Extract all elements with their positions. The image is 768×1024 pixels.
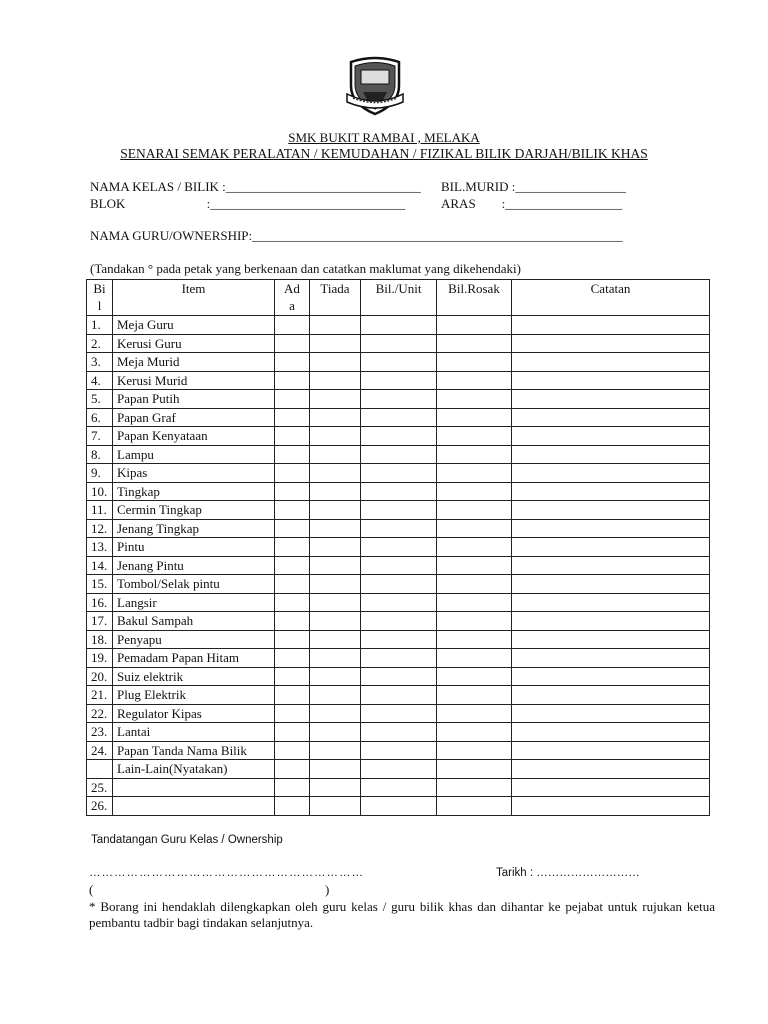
catatan-cell[interactable] xyxy=(512,797,710,816)
table-row xyxy=(87,667,710,686)
catatan-cell[interactable] xyxy=(512,464,710,483)
tiada-cell[interactable] xyxy=(310,723,361,742)
catatan-cell[interactable] xyxy=(512,334,710,353)
catatan-cell[interactable] xyxy=(512,519,710,538)
rosak-cell[interactable] xyxy=(437,630,512,649)
rosak-cell[interactable] xyxy=(437,667,512,686)
table-row xyxy=(87,593,710,612)
tiada-cell[interactable] xyxy=(310,686,361,705)
catatan-cell[interactable] xyxy=(512,408,710,427)
ada-cell[interactable] xyxy=(275,704,310,723)
tiada-cell[interactable] xyxy=(310,464,361,483)
header-catatan: Catatan xyxy=(512,280,710,316)
row-item: Cermin Tingkap xyxy=(113,501,275,520)
unit-cell[interactable] xyxy=(361,686,437,705)
school-crest-logo xyxy=(343,52,407,116)
catatan-cell[interactable] xyxy=(512,686,710,705)
tarikh-field[interactable]: Tarikh : ……………………… xyxy=(496,867,640,879)
table-row xyxy=(87,482,710,501)
row-number: 4. xyxy=(87,371,113,390)
row-item xyxy=(113,778,275,797)
form-notice: * Borang ini hendaklah dilengkapkan oleh guru kelas / guru bilik khas dan dihantar ke pejabat untuk rujukan ketua pembantu tadbir bagi tindakan selanjutnya. xyxy=(89,899,715,930)
aras-field[interactable]: ARAS :__________________ xyxy=(441,196,623,211)
ada-cell[interactable] xyxy=(275,501,310,520)
row-number: 11. xyxy=(87,501,113,520)
rosak-cell[interactable] xyxy=(437,353,512,372)
row-item: Papan Tanda Nama Bilik xyxy=(113,741,275,760)
row-number: 25. xyxy=(87,778,113,797)
unit-cell[interactable] xyxy=(361,519,437,538)
unit-cell[interactable] xyxy=(361,445,437,464)
rosak-cell[interactable] xyxy=(437,612,512,631)
ada-cell[interactable] xyxy=(275,741,310,760)
rosak-cell[interactable] xyxy=(437,390,512,409)
row-item: Lampu xyxy=(113,445,275,464)
rosak-cell[interactable] xyxy=(437,556,512,575)
row-number: 1. xyxy=(87,316,113,335)
ada-cell[interactable] xyxy=(275,575,310,594)
catatan-cell[interactable] xyxy=(512,704,710,723)
table-row xyxy=(87,427,710,446)
ada-cell[interactable] xyxy=(275,778,310,797)
tiada-cell[interactable] xyxy=(310,778,361,797)
catatan-cell[interactable] xyxy=(512,482,710,501)
rosak-cell[interactable] xyxy=(437,575,512,594)
catatan-cell[interactable] xyxy=(512,501,710,520)
catatan-cell[interactable] xyxy=(512,723,710,742)
row-item: Papan Putih xyxy=(113,390,275,409)
row-number: 8. xyxy=(87,445,113,464)
unit-cell[interactable] xyxy=(361,723,437,742)
ada-cell[interactable] xyxy=(275,538,310,557)
row-item: Jenang Pintu xyxy=(113,556,275,575)
ada-cell[interactable] xyxy=(275,353,310,372)
blok-field[interactable]: BLOK :______________________________ xyxy=(90,196,406,211)
ada-cell[interactable] xyxy=(275,630,310,649)
instruction-text: (Tandakan ° pada petak yang berkenaan dan catatkan maklumat yang dikehendaki) xyxy=(90,261,521,276)
signature-line[interactable]: ………………………………………………………… xyxy=(89,867,364,879)
unit-cell[interactable] xyxy=(361,408,437,427)
row-item: Langsir xyxy=(113,593,275,612)
table-row xyxy=(87,741,710,760)
unit-cell[interactable] xyxy=(361,316,437,335)
row-number: 23. xyxy=(87,723,113,742)
catatan-cell[interactable] xyxy=(512,667,710,686)
rosak-cell[interactable] xyxy=(437,334,512,353)
table-row xyxy=(87,760,710,779)
row-number: 16. xyxy=(87,593,113,612)
ada-cell[interactable] xyxy=(275,556,310,575)
ada-cell[interactable] xyxy=(275,464,310,483)
row-number: 21. xyxy=(87,686,113,705)
row-number: 13. xyxy=(87,538,113,557)
catatan-cell[interactable] xyxy=(512,575,710,594)
table-row xyxy=(87,630,710,649)
unit-cell[interactable] xyxy=(361,482,437,501)
tiada-cell[interactable] xyxy=(310,797,361,816)
signature-label: Tandatangan Guru Kelas / Ownership xyxy=(91,834,283,846)
catatan-cell[interactable] xyxy=(512,371,710,390)
catatan-cell[interactable] xyxy=(512,390,710,409)
tiada-cell[interactable] xyxy=(310,612,361,631)
ada-cell[interactable] xyxy=(275,390,310,409)
row-number: 3. xyxy=(87,353,113,372)
tiada-cell[interactable] xyxy=(310,519,361,538)
tiada-cell[interactable] xyxy=(310,501,361,520)
row-number: 7. xyxy=(87,427,113,446)
row-item: Kerusi Murid xyxy=(113,371,275,390)
header-unit: Bil./Unit xyxy=(361,280,437,316)
row-item: Bakul Sampah xyxy=(113,612,275,631)
row-item: Meja Guru xyxy=(113,316,275,335)
ada-cell[interactable] xyxy=(275,316,310,335)
tiada-cell[interactable] xyxy=(310,371,361,390)
rosak-cell[interactable] xyxy=(437,760,512,779)
row-item: Lantai xyxy=(113,723,275,742)
table-row xyxy=(87,538,710,557)
rosak-cell[interactable] xyxy=(437,741,512,760)
rosak-cell[interactable] xyxy=(437,464,512,483)
tiada-cell[interactable] xyxy=(310,316,361,335)
tiada-cell[interactable] xyxy=(310,353,361,372)
row-item: Tombol/Selak pintu xyxy=(113,575,275,594)
ada-cell[interactable] xyxy=(275,612,310,631)
school-name: SMK BUKIT RAMBAI , MELAKA xyxy=(288,130,480,145)
ada-cell[interactable] xyxy=(275,482,310,501)
row-number: 26. xyxy=(87,797,113,816)
row-number: 5. xyxy=(87,390,113,409)
table-row xyxy=(87,390,710,409)
tiada-cell[interactable] xyxy=(310,575,361,594)
unit-cell[interactable] xyxy=(361,390,437,409)
tiada-cell[interactable] xyxy=(310,427,361,446)
catatan-cell[interactable] xyxy=(512,445,710,464)
unit-cell[interactable] xyxy=(361,501,437,520)
rosak-cell[interactable] xyxy=(437,797,512,816)
table-row xyxy=(87,334,710,353)
rosak-cell[interactable] xyxy=(437,316,512,335)
table-header-row xyxy=(87,280,710,316)
rosak-cell[interactable] xyxy=(437,519,512,538)
rosak-cell[interactable] xyxy=(437,408,512,427)
unit-cell[interactable] xyxy=(361,778,437,797)
table-row xyxy=(87,612,710,631)
rosak-cell[interactable] xyxy=(437,427,512,446)
ada-cell[interactable] xyxy=(275,723,310,742)
row-number: 18. xyxy=(87,630,113,649)
row-item: Penyapu xyxy=(113,630,275,649)
name-paren-close: ) xyxy=(325,882,330,897)
row-number: 24. xyxy=(87,741,113,760)
catatan-cell[interactable] xyxy=(512,427,710,446)
rosak-cell[interactable] xyxy=(437,723,512,742)
header-rosak: Bil.Rosak xyxy=(437,280,512,316)
row-item: Lain-Lain(Nyatakan) xyxy=(113,760,275,779)
ada-cell[interactable] xyxy=(275,667,310,686)
unit-cell[interactable] xyxy=(361,353,437,372)
row-item: Papan Kenyataan xyxy=(113,427,275,446)
tiada-cell[interactable] xyxy=(310,667,361,686)
rosak-cell[interactable] xyxy=(437,593,512,612)
ada-cell[interactable] xyxy=(275,427,310,446)
catatan-cell[interactable] xyxy=(512,741,710,760)
table-row xyxy=(87,501,710,520)
row-item: Meja Murid xyxy=(113,353,275,372)
row-item: Suiz elektrik xyxy=(113,667,275,686)
catatan-cell[interactable] xyxy=(512,556,710,575)
unit-cell[interactable] xyxy=(361,649,437,668)
unit-cell[interactable] xyxy=(361,760,437,779)
rosak-cell[interactable] xyxy=(437,778,512,797)
nama-kelas-field[interactable]: NAMA KELAS / BILIK :______________________________ xyxy=(90,179,421,194)
tiada-cell[interactable] xyxy=(310,741,361,760)
ada-cell[interactable] xyxy=(275,334,310,353)
unit-cell[interactable] xyxy=(361,704,437,723)
rosak-cell[interactable] xyxy=(437,445,512,464)
row-item: Kipas xyxy=(113,464,275,483)
header-tiada: Tiada xyxy=(310,280,361,316)
ada-cell[interactable] xyxy=(275,649,310,668)
catatan-cell[interactable] xyxy=(512,778,710,797)
unit-cell[interactable] xyxy=(361,427,437,446)
row-item: Plug Elektrik xyxy=(113,686,275,705)
table-row xyxy=(87,353,710,372)
unit-cell[interactable] xyxy=(361,593,437,612)
ada-cell[interactable] xyxy=(275,593,310,612)
row-item xyxy=(113,797,275,816)
ada-cell[interactable] xyxy=(275,371,310,390)
tiada-cell[interactable] xyxy=(310,408,361,427)
header-item: Item xyxy=(113,280,275,316)
header-ada: Ad a xyxy=(275,280,310,316)
ada-cell[interactable] xyxy=(275,445,310,464)
row-number: 22. xyxy=(87,704,113,723)
ada-cell[interactable] xyxy=(275,686,310,705)
table-row xyxy=(87,797,710,816)
tiada-cell[interactable] xyxy=(310,445,361,464)
row-item: Pemadam Papan Hitam xyxy=(113,649,275,668)
row-item: Tingkap xyxy=(113,482,275,501)
catatan-cell[interactable] xyxy=(512,649,710,668)
tiada-cell[interactable] xyxy=(310,482,361,501)
rosak-cell[interactable] xyxy=(437,704,512,723)
ada-cell[interactable] xyxy=(275,760,310,779)
row-number: 14. xyxy=(87,556,113,575)
tiada-cell[interactable] xyxy=(310,538,361,557)
table-row xyxy=(87,408,710,427)
unit-cell[interactable] xyxy=(361,612,437,631)
tiada-cell[interactable] xyxy=(310,760,361,779)
ada-cell[interactable] xyxy=(275,797,310,816)
bil-murid-field[interactable]: BIL.MURID :_________________ xyxy=(441,179,626,194)
rosak-cell[interactable] xyxy=(437,501,512,520)
header-bil: Bi l xyxy=(87,280,113,316)
catatan-cell[interactable] xyxy=(512,630,710,649)
catatan-cell[interactable] xyxy=(512,353,710,372)
unit-cell[interactable] xyxy=(361,371,437,390)
tiada-cell[interactable] xyxy=(310,593,361,612)
unit-cell[interactable] xyxy=(361,464,437,483)
row-number: 17. xyxy=(87,612,113,631)
unit-cell[interactable] xyxy=(361,334,437,353)
row-number: 9. xyxy=(87,464,113,483)
checklist-table xyxy=(86,279,710,816)
tiada-cell[interactable] xyxy=(310,390,361,409)
catatan-cell[interactable] xyxy=(512,612,710,631)
tiada-cell[interactable] xyxy=(310,630,361,649)
table-row xyxy=(87,723,710,742)
name-paren-open: ( xyxy=(89,882,94,897)
rosak-cell[interactable] xyxy=(437,482,512,501)
rosak-cell[interactable] xyxy=(437,649,512,668)
tiada-cell[interactable] xyxy=(310,334,361,353)
ada-cell[interactable] xyxy=(275,519,310,538)
catatan-cell[interactable] xyxy=(512,316,710,335)
row-item: Regulator Kipas xyxy=(113,704,275,723)
table-row xyxy=(87,649,710,668)
tiada-cell[interactable] xyxy=(310,649,361,668)
row-number: 2. xyxy=(87,334,113,353)
catatan-cell[interactable] xyxy=(512,593,710,612)
ada-cell[interactable] xyxy=(275,408,310,427)
nama-guru-field[interactable]: NAMA GURU/OWNERSHIP:_________________________________________________________ xyxy=(90,228,623,243)
unit-cell[interactable] xyxy=(361,667,437,686)
unit-cell[interactable] xyxy=(361,630,437,649)
unit-cell[interactable] xyxy=(361,797,437,816)
table-row xyxy=(87,686,710,705)
row-number: 15. xyxy=(87,575,113,594)
row-number: 12. xyxy=(87,519,113,538)
unit-cell[interactable] xyxy=(361,556,437,575)
row-number: 10. xyxy=(87,482,113,501)
table-row xyxy=(87,519,710,538)
table-row xyxy=(87,575,710,594)
table-row xyxy=(87,464,710,483)
table-row xyxy=(87,445,710,464)
row-number: 20. xyxy=(87,667,113,686)
row-item: Jenang Tingkap xyxy=(113,519,275,538)
unit-cell[interactable] xyxy=(361,538,437,557)
row-number: 6. xyxy=(87,408,113,427)
form-title: SENARAI SEMAK PERALATAN / KEMUDAHAN / FIZIKAL BILIK DARJAH/BILIK KHAS xyxy=(120,146,648,161)
rosak-cell[interactable] xyxy=(437,538,512,557)
row-number xyxy=(87,760,113,779)
rosak-cell[interactable] xyxy=(437,686,512,705)
tiada-cell[interactable] xyxy=(310,556,361,575)
row-item: Pintu xyxy=(113,538,275,557)
row-item: Papan Graf xyxy=(113,408,275,427)
catatan-cell[interactable] xyxy=(512,538,710,557)
table-row xyxy=(87,556,710,575)
table-row xyxy=(87,778,710,797)
table-row xyxy=(87,704,710,723)
row-item: Kerusi Guru xyxy=(113,334,275,353)
unit-cell[interactable] xyxy=(361,741,437,760)
unit-cell[interactable] xyxy=(361,575,437,594)
catatan-cell[interactable] xyxy=(512,760,710,779)
table-row xyxy=(87,371,710,390)
table-row xyxy=(87,316,710,335)
rosak-cell[interactable] xyxy=(437,371,512,390)
tiada-cell[interactable] xyxy=(310,704,361,723)
row-number: 19. xyxy=(87,649,113,668)
